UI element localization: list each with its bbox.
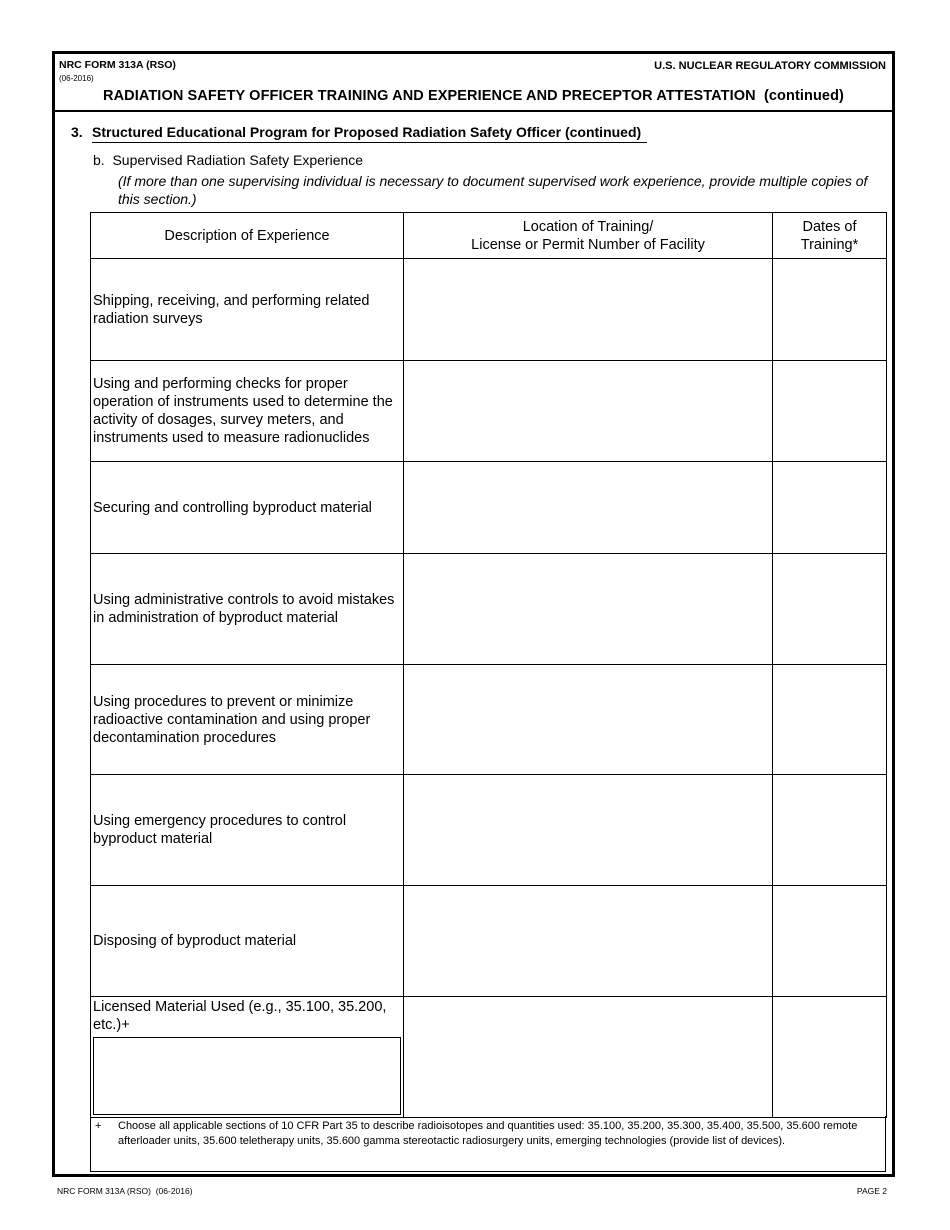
row-location-field[interactable]: [404, 886, 773, 997]
col-header-dates: [773, 213, 887, 259]
row-description: Using administrative controls to avoid mistakes in administration of byproduct material: [91, 554, 404, 665]
row-location-field[interactable]: [404, 665, 773, 775]
row-location-field[interactable]: [404, 259, 773, 361]
row-description: Using and performing checks for proper operation of instruments used to determine the activity of dosages, survey meters, and instruments used to measure radionuclides: [91, 361, 404, 462]
row-description: Disposing of byproduct material: [91, 886, 404, 997]
table-row: [91, 259, 887, 361]
row-location-field[interactable]: [404, 361, 773, 462]
row-dates-field[interactable]: [773, 886, 887, 997]
agency-name: U.S. NUCLEAR REGULATORY COMMISSION: [654, 60, 886, 72]
licensed-material-label: Licensed Material Used (e.g., 35.100, 35.200, etc.)+: [93, 999, 387, 1033]
licensed-material-cell: [91, 997, 404, 1118]
footer-form-id: NRC FORM 313A (RSO) (06-2016): [57, 1186, 193, 1196]
row-description: Using emergency procedures to control byproduct material: [91, 775, 404, 886]
section-title: Structured Educational Program for Proposed Radiation Safety Officer (continued): [92, 124, 647, 143]
row-dates-field[interactable]: [773, 259, 887, 361]
table-row: [91, 361, 887, 462]
col-header-location-line2: License or Permit Number of Facility: [471, 236, 705, 253]
experience-table: [90, 212, 887, 1118]
form-title: RADIATION SAFETY OFFICER TRAINING AND EXPERIENCE AND PRECEPTOR ATTESTATION (continued): [103, 88, 844, 104]
licensed-material-input[interactable]: [93, 1037, 401, 1115]
row-description: Shipping, receiving, and performing related radiation surveys: [91, 259, 404, 361]
row-location-field[interactable]: [404, 997, 773, 1118]
table-header-row: [91, 213, 887, 259]
footnote-text: Choose all applicable sections of 10 CFR Part 35 to describe radioisotopes and quantities used: 35.100, 35.200, 35.300, 35.400, 35.500, 35.600 remote afterloader units, 35.600 teletherapy units, 35.600 gamma stereotactic radiosurgery units, emerging technologies (provide list of devices).: [118, 1120, 858, 1147]
row-dates-field[interactable]: [773, 665, 887, 775]
table-row: [91, 462, 887, 554]
col-header-dates-line2: Training*: [800, 236, 859, 253]
row-dates-field[interactable]: [773, 462, 887, 554]
row-location-field[interactable]: [404, 554, 773, 665]
row-description: Using procedures to prevent or minimize radioactive contamination and using proper decontamination procedures: [91, 665, 404, 775]
footer-page-number: PAGE 2: [856, 1186, 887, 1196]
table-row: [91, 554, 887, 665]
table-row: [91, 886, 887, 997]
form-id: NRC FORM 313A (RSO): [59, 59, 176, 71]
form-date: (06-2016): [59, 74, 94, 83]
header-divider: [55, 110, 892, 112]
row-location-field[interactable]: [404, 462, 773, 554]
row-dates-field[interactable]: [773, 361, 887, 462]
row-dates-field[interactable]: [773, 775, 887, 886]
col-header-dates-line1: Dates of: [802, 218, 857, 235]
row-location-field[interactable]: [404, 775, 773, 886]
row-description: Securing and controlling byproduct material: [91, 462, 404, 554]
col-header-location-line1: Location of Training/: [522, 218, 654, 235]
footnote-marker: +: [95, 1120, 102, 1132]
row-dates-field[interactable]: [773, 554, 887, 665]
section-number: 3.: [71, 124, 83, 140]
licensed-material-row: [91, 997, 887, 1118]
col-header-location: [404, 213, 773, 259]
form-frame: [52, 51, 895, 1177]
table-row: [91, 775, 887, 886]
table-row: [91, 665, 887, 775]
footnote-box: [90, 1116, 886, 1172]
subsection-label: b. Supervised Radiation Safety Experience: [93, 152, 364, 168]
col-header-description: Description of Experience: [91, 213, 404, 259]
row-dates-field[interactable]: [773, 997, 887, 1118]
subsection-note: (If more than one supervising individual is necessary to document supervised work experience, provide multiple copies of this section.): [118, 173, 868, 207]
